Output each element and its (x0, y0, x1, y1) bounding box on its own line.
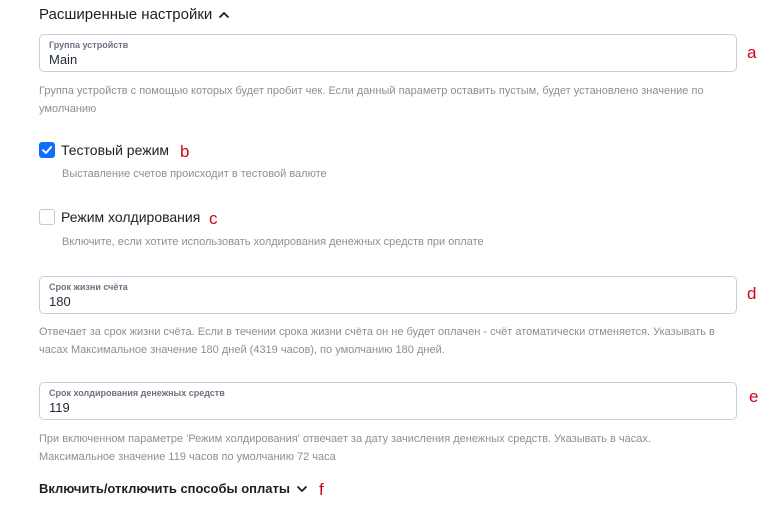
device-group-help: Группа устройств с помощью которых будет пробит чек. Если данный параметр оставить пустым, будет установлено значение по умолчанию (39, 85, 704, 115)
device-group-field[interactable] (39, 34, 737, 72)
advanced-settings-toggle[interactable] (39, 6, 230, 23)
hold-mode-row[interactable] (39, 209, 200, 225)
marker-d: d (747, 284, 757, 303)
hold-period-help: При включенном параметре 'Режим холдирования' отвечает за дату зачисления денежных средств. Указывать в часах. Максимальное значение 119 часов по умолчанию 72 часа (39, 433, 651, 463)
test-mode-checkbox[interactable] (39, 142, 55, 158)
marker-f: f (319, 480, 324, 499)
hold-mode-checkbox[interactable] (39, 209, 55, 225)
check-icon (41, 144, 53, 156)
payment-methods-title: Включить/отключить способы оплаты (39, 481, 290, 496)
invoice-lifetime-label: Срок жизни счёта (49, 282, 128, 292)
invoice-lifetime-input[interactable]: 180 (49, 294, 71, 309)
hold-period-field[interactable] (39, 382, 737, 420)
invoice-lifetime-field[interactable] (39, 276, 737, 314)
marker-e: e (749, 387, 759, 406)
marker-b: b (180, 142, 190, 161)
advanced-settings-title: Расширенные настройки (39, 6, 213, 23)
hold-period-input[interactable]: 119 (49, 400, 70, 415)
test-mode-row[interactable] (39, 142, 169, 158)
device-group-label: Группа устройств (49, 40, 129, 50)
payment-methods-toggle[interactable] (39, 481, 308, 496)
invoice-lifetime-help: Отвечает за срок жизни счёта. Если в течении срока жизни счёта он не будет оплачен - счёт атоматически отменяется. Указывать в часах Максимальное значение 180 дней (4319 часов), по умолчанию 180 дней. (39, 326, 715, 356)
marker-a: a (747, 43, 757, 62)
hold-period-label: Срок холдирования денежных средств (49, 388, 225, 398)
device-group-input[interactable]: Main (49, 52, 78, 67)
test-mode-label[interactable]: Тестовый режим (61, 142, 170, 158)
marker-c: c (209, 209, 218, 228)
chevron-down-icon (296, 483, 308, 495)
chevron-up-icon (218, 9, 230, 21)
hold-mode-hint: Включите, если хотите использовать холдирования денежных средств при оплате (62, 236, 484, 248)
hold-mode-label[interactable]: Режим холдирования (61, 209, 201, 225)
test-mode-hint: Выставление счетов происходит в тестовой валюте (62, 168, 327, 180)
